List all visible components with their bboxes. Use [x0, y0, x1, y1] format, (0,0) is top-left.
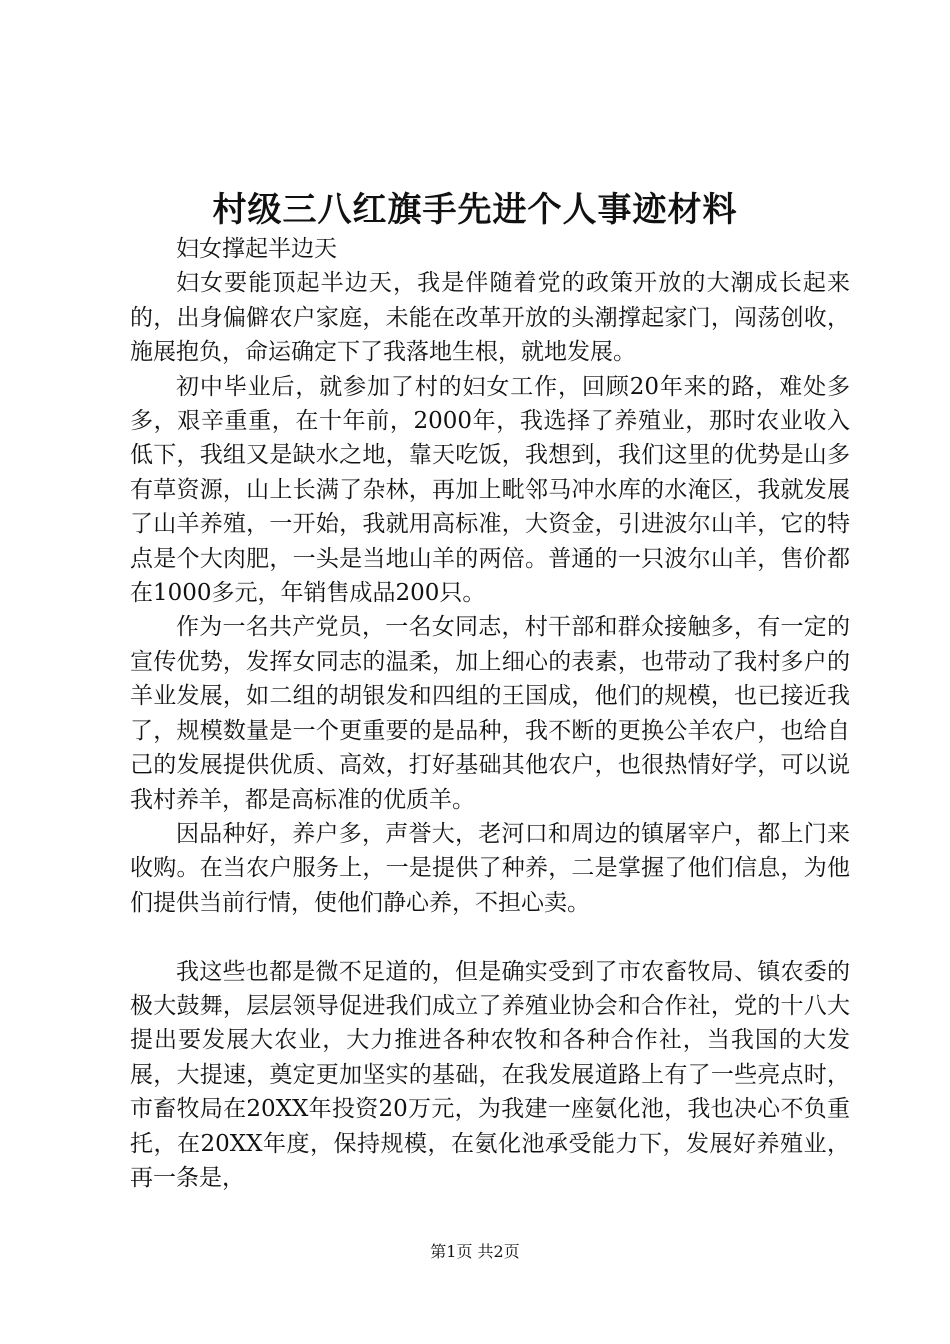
document-title: 村级三八红旗手先进个人事迹材料	[212, 190, 738, 230]
subheading: 妇女撑起半边天	[176, 236, 337, 262]
document-body	[130, 232, 850, 1195]
paragraph-gap	[130, 920, 850, 954]
paragraph-5: 我这些也都是微不足道的，但是确实受到了市农畜牧局、镇农委的极大鼓舞，层层领导促进我们成立了养殖业协会和合作社，党的十八大提出要发展大农业，大力推进各种农牧和各种合作社，当我国的大发展，大提速，奠定更加坚实的基础，在我发展道路上有了一些亮点时，市畜牧局在20XX年投资20万元，为我建一座氨化池，我也决心不负重托，在20XX年度，保持规模，在氨化池承受能力下，发展好养殖业，再一条是，	[130, 958, 850, 1191]
paragraph-2: 初中毕业后，就参加了村的妇女工作，回顾20年来的路，难处多多，艰辛重重，在十年前，2000年，我选择了养殖业，那时农业收入低下，我组又是缺水之地，靠天吃饭，我想到，我们这里的优势是山多有草资源，山上长满了杂林，再加上毗邻马冲水库的水淹区，我就发展了山羊养殖，一开始，我就用高标准，大资金，引进波尔山羊，它的特点是个大肉肥，一头是当地山羊的两倍。普通的一只波尔山羊，售价都在1000多元，年销售成品200只。	[130, 373, 850, 607]
paragraph-4: 因品种好，养户多，声誉大，老河口和周边的镇屠宰户，都上门来收购。在当农户服务上，一是提供了种养，二是掌握了他们信息，为他们提供当前行情，使他们静心养，不担心卖。	[130, 820, 850, 916]
paragraph-3: 作为一名共产党员，一名女同志，村干部和群众接触多，有一定的宣传优势，发挥女同志的温柔，加上细心的表素，也带动了我村多户的羊业发展，如二组的胡银发和四组的王国成，他们的规模，也已接近我了，规模数量是一个更重要的是品种，我不断的更换公羊农户，也给自己的发展提供优质、高效，打好基础其他农户，也很热情好学，可以说我村养羊，都是高标准的优质羊。	[130, 614, 850, 813]
page-number-footer: 第1页 共2页	[430, 1242, 520, 1261]
paragraph-1: 妇女要能顶起半边天，我是伴随着党的政策开放的大潮成长起来的，出身偏僻农户家庭，未能在改革开放的头潮撑起家门，闯荡创收，施展抱负，命运确定下了我落地生根，就地发展。	[130, 270, 850, 366]
